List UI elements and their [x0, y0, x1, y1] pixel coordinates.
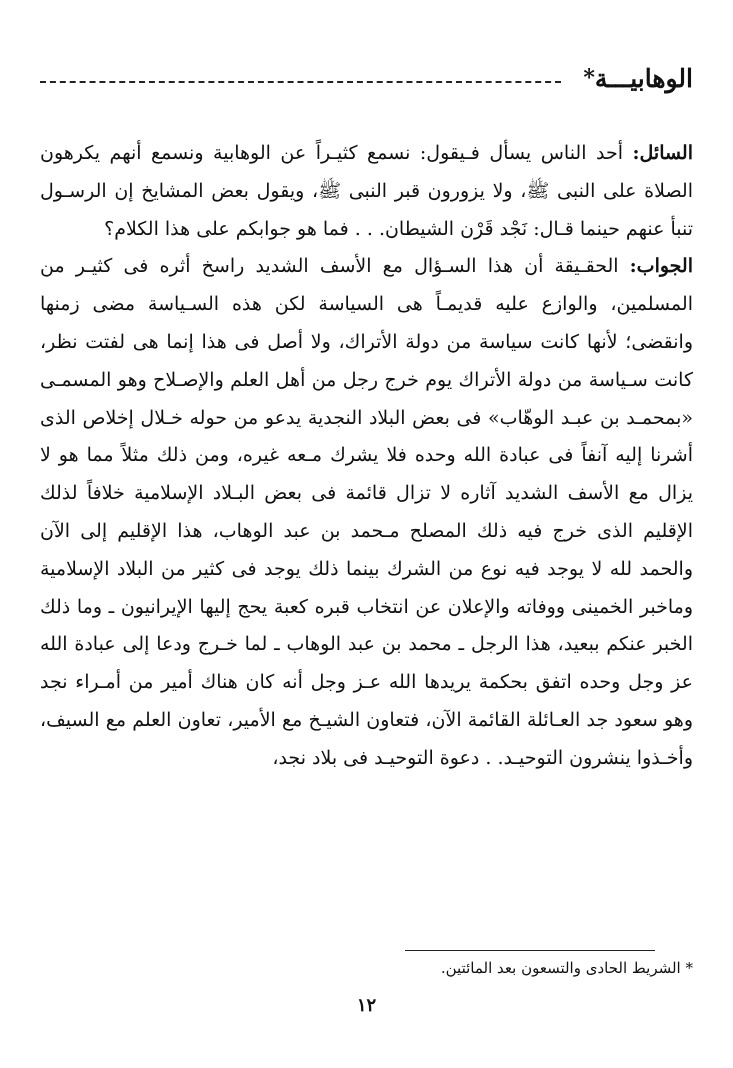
page-body	[40, 135, 693, 778]
question-paragraph	[40, 135, 693, 248]
running-header	[40, 58, 693, 98]
header-dashed-rule	[40, 81, 561, 83]
answer-label: الجواب:	[629, 255, 693, 278]
page-number: ١٢	[356, 995, 377, 1016]
question-label: السائل:	[632, 142, 693, 164]
question-text: أحد الناس يسأل فـيقول: نسمع كثيـراً عن الوهابية ونسمع أنهم يكرهون الصلاة على النبى ﷺ، ولا يزورون قبر النبى ﷺ، ويقول بعض المشايخ إن الرسـول تنبأ عنهم حينما قـال: نَجْد قَرْن الشيطان. . . فما هو جوابكم على هذا الكلام؟	[40, 142, 693, 240]
footnote: * الشريط الحادى والتسعون بعد المائتين.	[440, 959, 693, 977]
footnote-separator	[405, 950, 655, 951]
answer-paragraph	[40, 248, 693, 777]
answer-text: الحقـيقة أن هذا السـؤال مع الأسف الشديد راسخ أثره فى كثيـر من المسلمين، والوازع عليه قديمـاً هى السياسة لكن هذه السـياسة مضى زمنها وانقضى؛ لأنها كانت سياسة من دولة الأتراك، ولا أصل فى هذا إنما هى لفتت نظر، كانت سـياسة من دولة الأتراك يوم خرج رجل من أهل العلم والإصـلاح وهو المسمـى «بمحمـد بن عبـد الوهّاب» فى بعض البلاد النجدية يدعو من حوله خـلال إخلاص الذى أشرنا إليه آنفاً فى عبادة الله وحده فلا يشرك مـعه غيره، ومن ذلك مثلاً مما هو لا يزال مع الأسف الشديد آثاره لا تزال قائمة فى بعض البـلاد الإسلامية خلافاً لذلك الإقليم الذى خرج فيه ذلك المصلح مـحمد بن عبد الوهاب، هذا الإقليم إلى الآن والحمد لله لا يوجد فيه نوع من الشرك بينما ذلك يوجد فى كثير من البلاد الإسلامية وماخبر الخمينى ووفاته والإعلان عن انتخاب قبره كعبة يحج إليها الإيرانيون ـ وما ذلك الخبر عنكم ببعيد، هذا الرجل ـ محمد بن عبد الوهاب ـ لما خـرج ودعا إلى عبادة الله عز وجل وحده اتفق بحكمة يريدها الله عـز وجل أنه كان هناك أمير من أمـراء نجد وهو سعود جد العـائلة القائمة الآن، فتعاون الشيـخ مع الأمير، تعاون العلم مع السيف، وأخـذوا ينشرون التوحيـد. . دعوة التوحيـد فى بلاد نجد،	[40, 255, 693, 769]
footnote-star-marker: *	[583, 65, 595, 91]
running-header-title: الوهابيـــة	[594, 63, 693, 93]
